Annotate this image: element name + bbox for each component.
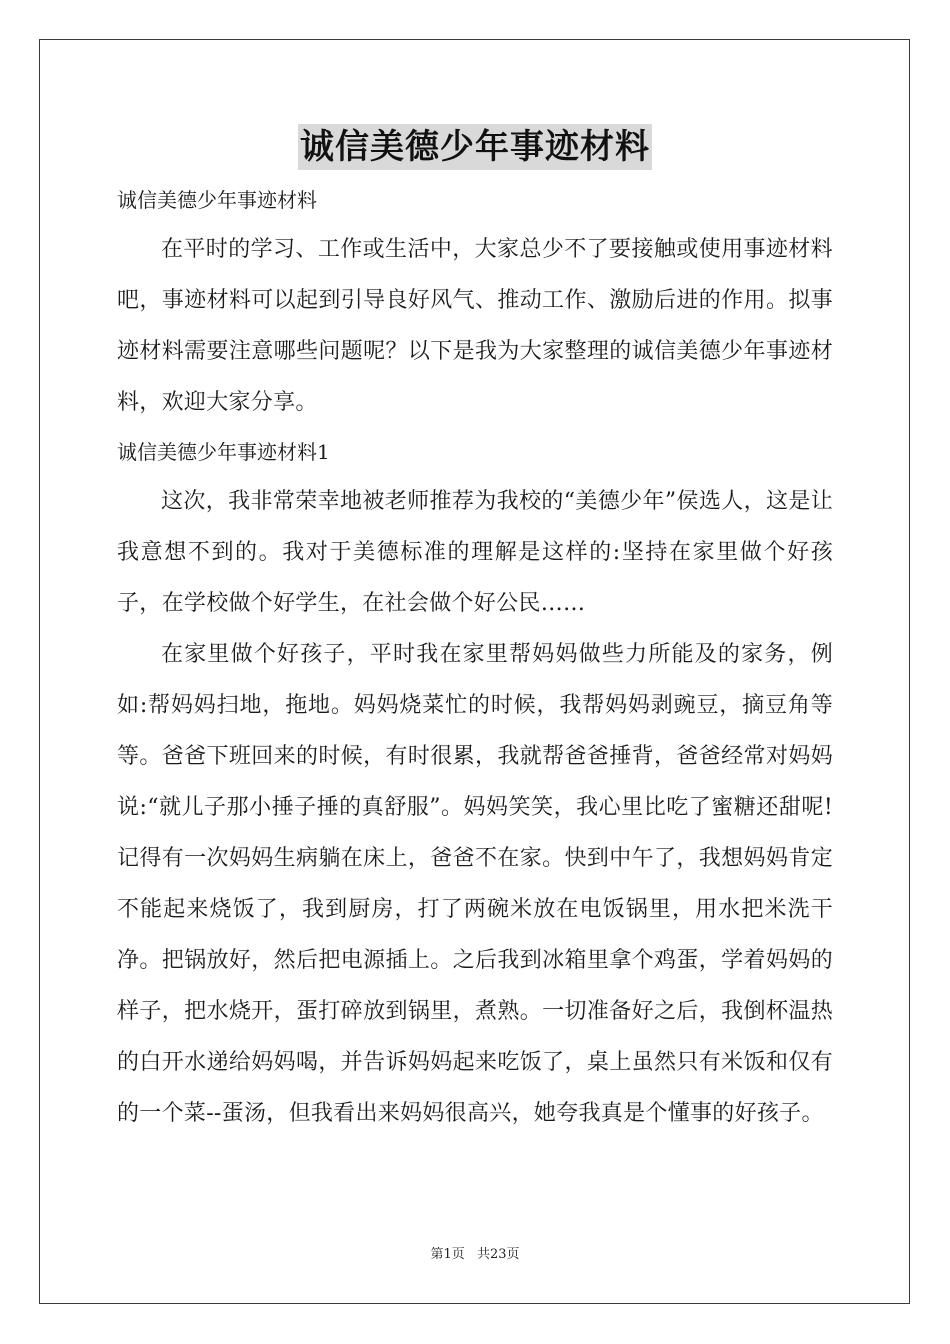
page-total: 共23页: [476, 1247, 520, 1262]
body-paragraph-1: 这次，我非常荣幸地被老师推荐为我校的“美德少年”侯选人，这是让我意想不到的。我对于美德标准的理解是这样的:坚持在家里做个好孩子，在学校做个好学生，在社会做个好公民……: [117, 489, 833, 616]
document-subtitle: 诚信美德少年事迹材料: [117, 188, 317, 212]
section-heading: 诚信美德少年事迹材料1: [117, 440, 330, 464]
intro-paragraph: 在平时的学习、工作或生活中，大家总少不了要接触或使用事迹材料吧，事迹材料可以起到引导良好风气、推动工作、激励后进的作用。拟事迹材料需要注意哪些问题呢？以下是我为大家整理的诚信美德少年事迹材料，欢迎大家分享。: [117, 237, 833, 415]
body-paragraph-2: 在家里做个好孩子，平时我在家里帮妈妈做些力所能及的家务，例如:帮妈妈扫地，拖地。妈妈烧菜忙的时候，我帮妈妈剥豌豆，摘豆角等等。爸爸下班回来的时候，有时很累，我就帮爸爸捶背，爸爸经常对妈妈说:“就儿子那小捶子捶的真舒服”。妈妈笑笑，我心里比吃了蜜糖还甜呢!记得有一次妈妈生病躺在床上，爸爸不在家。快到中午了，我想妈妈肯定不能起来烧饭了，我到厨房，打了两碗米放在电饭锅里，用水把米洗干净。把锅放好，然后把电源插上。之后我到冰箱里拿个鸡蛋，学着妈妈的样子，把水烧开，蛋打碎放到锅里，煮熟。一切准备好之后，我倒杯温热的白开水递给妈妈喝，并告诉妈妈起来吃饭了，桌上虽然只有米饭和仅有的一个菜--蛋汤，但我看出来妈妈很高兴，她夸我真是个懂事的好孩子。: [117, 642, 833, 1126]
document-title: 诚信美德少年事迹材料: [298, 124, 652, 170]
page-number: 第1页: [430, 1247, 465, 1262]
title-container: [0, 124, 950, 170]
page-footer: [0, 1243, 950, 1262]
document-body: [117, 176, 833, 1139]
